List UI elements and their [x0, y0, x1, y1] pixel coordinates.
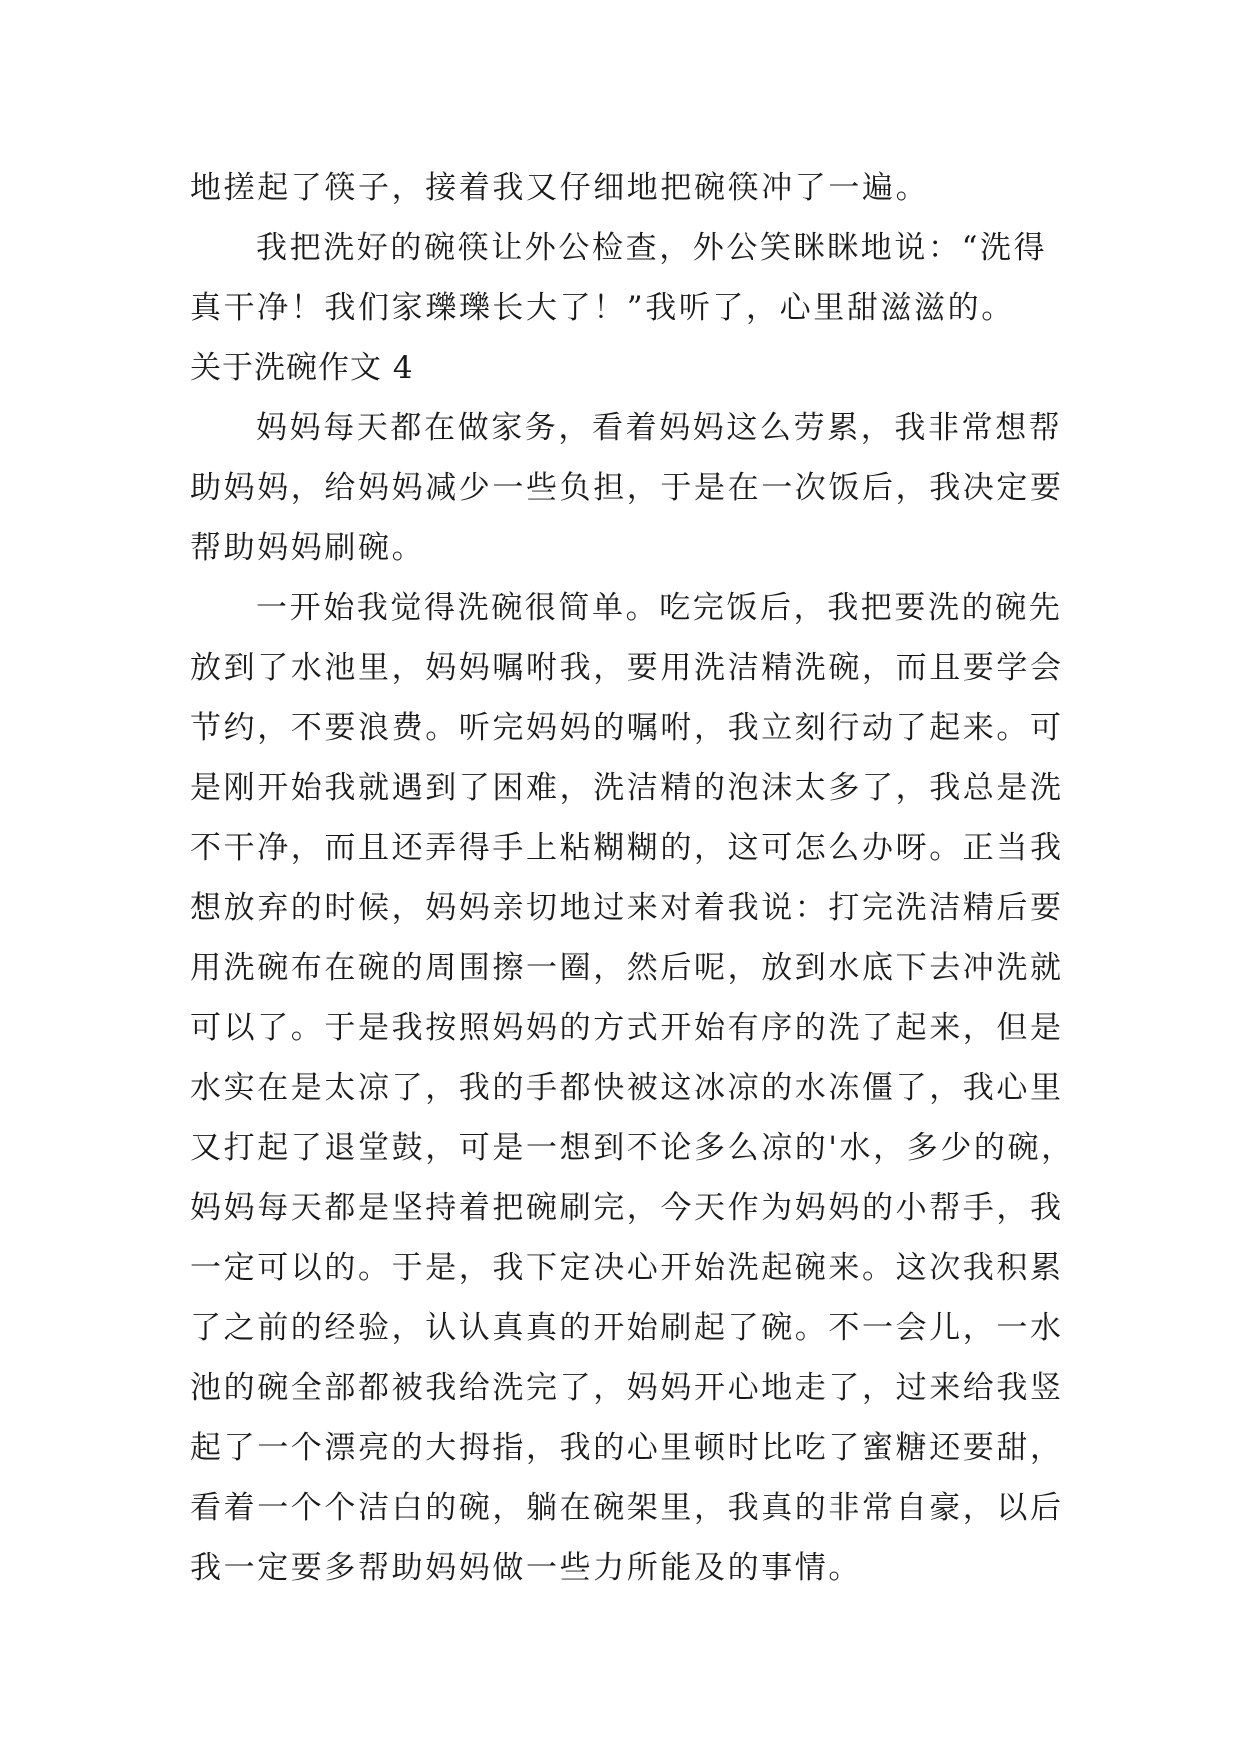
text-line: 了之前的经验，认认真真的开始刷起了碗。不一会儿，一水: [190, 1310, 1064, 1346]
paragraph-first-line: 妈妈每天都在做家务，看着妈妈这么劳累，我非常想帮: [256, 410, 1063, 446]
section-heading: 关于洗碗作文 4: [190, 350, 414, 386]
text-line: 是刚开始我就遇到了困难，洗洁精的泡沫太多了，我总是洗: [190, 770, 1064, 806]
text-line: 想放弃的时候，妈妈亲切地过来对着我说：打完洗洁精后要: [190, 890, 1064, 926]
text-line: 一定可以的。于是，我下定决心开始洗起碗来。这次我积累: [190, 1250, 1064, 1286]
text-line: 节约，不要浪费。听完妈妈的嘱咐，我立刻行动了起来。可: [190, 710, 1064, 746]
text-line: 真干净！我们家瓅瓅长大了！”我听了，心里甜滋滋的。: [190, 290, 1015, 326]
text-line: 我一定要多帮助妈妈做一些力所能及的事情。: [190, 1550, 862, 1586]
text-line: 起了一个漂亮的大拇指，我的心里顿时比吃了蜜糖还要甜，: [190, 1430, 1064, 1466]
text-line: 不干净，而且还弄得手上粘糊糊的，这可怎么办呀。正当我: [190, 830, 1064, 866]
text-line: 看着一个个洁白的碗，躺在碗架里，我真的非常自豪，以后: [190, 1490, 1064, 1526]
text-line: 用洗碗布在碗的周围擦一圈，然后呢，放到水底下去冲洗就: [190, 950, 1064, 986]
text-line: 妈妈每天都是坚持着把碗刷完，今天作为妈妈的小帮手，我: [190, 1190, 1064, 1226]
paragraph-first-line: 我把洗好的碗筷让外公检查，外公笑眯眯地说：“洗得: [256, 230, 1048, 266]
text-line: 助妈妈，给妈妈减少一些负担，于是在一次饭后，我决定要: [190, 470, 1064, 506]
paragraph-first-line: 一开始我觉得洗碗很简单。吃完饭后，我把要洗的碗先: [256, 590, 1063, 626]
text-line: 可以了。于是我按照妈妈的方式开始有序的洗了起来，但是: [190, 1010, 1064, 1046]
text-line: 又打起了退堂鼓，可是一想到不论多么凉的'水，多少的碗，: [190, 1130, 1075, 1166]
text-line: 水实在是太凉了，我的手都快被这冰凉的水冻僵了，我心里: [190, 1070, 1064, 1106]
text-line: 池的碗全部都被我给洗完了，妈妈开心地走了，过来给我竖: [190, 1370, 1064, 1406]
text-line: 放到了水池里，妈妈嘱咐我，要用洗洁精洗碗，而且要学会: [190, 650, 1064, 686]
text-line: 地搓起了筷子，接着我又仔细地把碗筷冲了一遍。: [190, 170, 930, 206]
document-body: [190, 158, 1075, 1598]
text-line: 帮助妈妈刷碗。: [190, 530, 426, 566]
